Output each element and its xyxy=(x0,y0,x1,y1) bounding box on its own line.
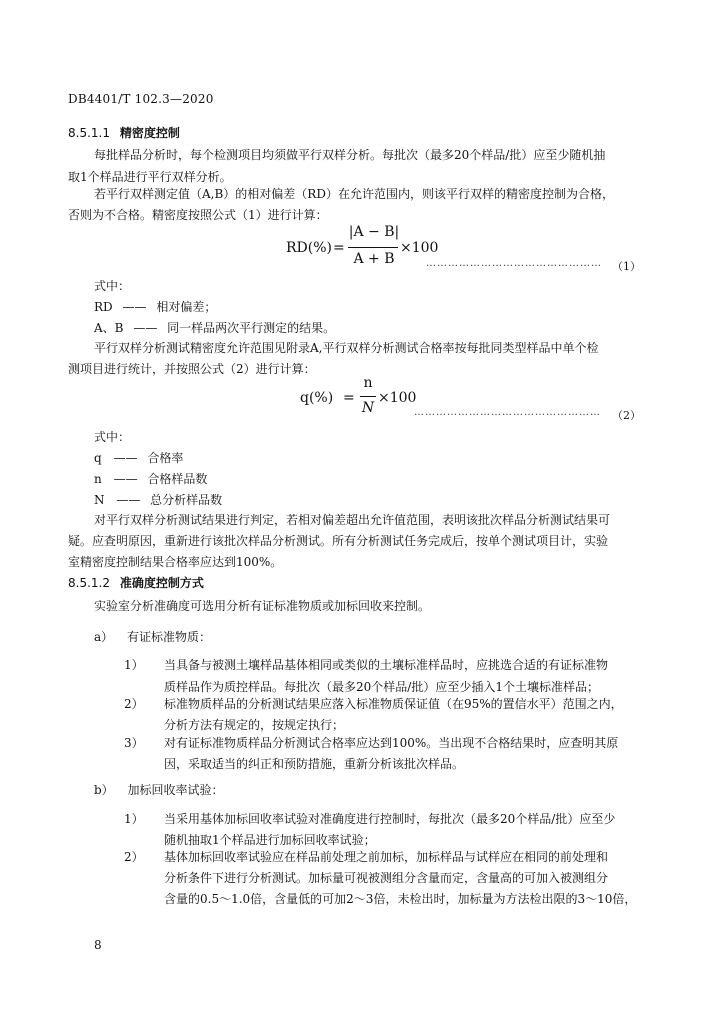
formula-lhs: RD(%) xyxy=(286,240,332,256)
section-number: 8.5.1.2 xyxy=(68,576,110,590)
section-title: 准确度控制方式 xyxy=(119,576,204,590)
sub-item-line: 分析条件下进行分析测试。加标量可视被测组分含量而定，含量高的可加入被测组分 xyxy=(164,871,609,885)
sub-item-line: 质样品作为质控样品。每批次（最多20个样品/批）应至少插入1个土壤标准样品； xyxy=(164,680,599,694)
list-title: 加标回收率试验： xyxy=(127,783,224,797)
page-number: 8 xyxy=(94,938,102,952)
where-item xyxy=(94,468,207,490)
section-heading-8-5-1-2 xyxy=(68,574,204,591)
where-title: 式中： xyxy=(94,279,131,293)
formula-times: ×100 xyxy=(400,240,439,256)
sub-item-line: 分析方法有规定的，按规定执行； xyxy=(164,718,345,732)
dash: —— xyxy=(113,472,138,486)
paragraph-line: 若平行双样测定值（A,B）的相对偏差（RD）在允许范围内，则该平行双样的精密度控制为合格， xyxy=(94,187,614,201)
symbol: N xyxy=(94,493,105,507)
sub-item-line: 当采用基体加标回收率试验对准确度进行控制时，每批次（最多20个样品/批）应至少 xyxy=(164,812,616,826)
where-item xyxy=(94,317,335,339)
document-id: DB4401/T 102.3—2020 xyxy=(68,92,214,106)
sub-item-number: 3） xyxy=(124,736,144,750)
fraction-bar xyxy=(360,396,376,397)
list-item-a xyxy=(94,626,211,648)
formula-leader-dots: ………………………………………… xyxy=(426,258,602,269)
dash: —— xyxy=(116,493,141,507)
formula-lhs: q(%) xyxy=(300,390,334,406)
dash: —— xyxy=(113,451,138,465)
sub-item-number: 2） xyxy=(124,850,144,864)
formula-denominator: N xyxy=(361,400,375,416)
formula-number: （2） xyxy=(612,409,641,422)
list-label: b） xyxy=(94,783,114,797)
formula-numerator: n xyxy=(363,375,373,391)
paragraph-line: 室精密度控制结果合格率应达到100%。 xyxy=(68,555,283,569)
sub-item-number: 1） xyxy=(124,812,144,826)
where-item xyxy=(94,447,183,469)
where-item xyxy=(94,296,216,318)
list-title: 有证标准物质： xyxy=(126,630,211,644)
paragraph-line: 实验室分析准确度可选用分析有证标准物质或加标回收来控制。 xyxy=(94,599,431,613)
formula-numerator: |A − B| xyxy=(348,224,400,240)
symbol: RD xyxy=(94,300,113,314)
where-title: 式中： xyxy=(94,430,131,444)
paragraph-line: 测项目进行统计，并按照公式（2）进行计算： xyxy=(68,362,316,376)
fraction-bar xyxy=(348,247,398,248)
sub-item-line: 标准物质样品的分析测试结果应落入标准物质保证值（在95%的置信水平）范围之内， xyxy=(164,697,623,711)
section-heading-8-5-1-1 xyxy=(68,124,180,141)
description: 合格样品数 xyxy=(147,472,208,486)
symbol: q xyxy=(94,451,102,465)
sub-item-line: 基体加标回收率试验应在样品前处理之前加标，加标样品与试样应在相同的前处理和 xyxy=(164,850,609,864)
sub-item-number: 2） xyxy=(124,697,144,711)
paragraph-line: 否则为不合格。精密度按照公式（1）进行计算： xyxy=(68,208,328,222)
dash: —— xyxy=(133,321,158,335)
dash: —— xyxy=(122,300,147,314)
formula-equals: = xyxy=(343,390,355,406)
formula-equals: = xyxy=(333,240,345,256)
description: 同一样品两次平行测定的结果。 xyxy=(167,321,336,335)
formula-number: （1） xyxy=(612,260,641,273)
sub-item-line: 当具备与被测土壤样品基体相同或类似的土壤标准样品时，应挑选合适的有证标准物 xyxy=(164,658,609,672)
formula-denominator: A + B xyxy=(353,251,395,267)
symbol: A、B xyxy=(94,321,124,335)
paragraph-line: 平行双样分析测试精密度允许范围见附录A,平行双样分析测试合格率按每批同类型样品中单个检 xyxy=(94,341,599,355)
paragraph-line: 每批样品分析时，每个检测项目均须做平行双样分析。每批次（最多20个样品/批）应至少随机抽 xyxy=(94,148,606,162)
sub-item-line: 对有证标准物质样品分析测试合格率应达到100%。当出现不合格结果时，应查明其原 xyxy=(164,736,619,750)
sub-item-line: 因，采取适当的纠正和预防措施，重新分析该批次样品。 xyxy=(164,757,465,771)
sub-item-number: 1） xyxy=(124,658,144,672)
paragraph-line: 疑。应查明原因，重新进行该批次样品分析测试。所有分析测试任务完成后，按单个测试项目计，实验 xyxy=(68,534,609,548)
description: 总分析样品数 xyxy=(150,493,223,507)
formula-leader-dots: …………………………………………… xyxy=(414,407,601,418)
list-item-b xyxy=(94,779,224,801)
paragraph-line: 取1个样品进行平行双样分析。 xyxy=(68,170,232,184)
sub-item-line: 含量的0.5～1.0倍，含量低的可加2～3倍，未检出时，加标量为方法检出限的3～10倍， xyxy=(164,892,637,906)
section-number: 8.5.1.1 xyxy=(68,126,110,140)
paragraph-line: 对平行双样分析测试结果进行判定，若相对偏差超出允许值范围，表明该批次样品分析测试结果可 xyxy=(94,513,611,527)
where-item xyxy=(94,489,222,511)
description: 合格率 xyxy=(147,451,184,465)
description: 相对偏差； xyxy=(156,300,217,314)
sub-item-line: 随机抽取1个样品进行加标回收率试验； xyxy=(164,833,376,847)
symbol: n xyxy=(94,472,102,486)
formula-times: ×100 xyxy=(378,390,417,406)
list-label: a） xyxy=(94,630,114,644)
section-title: 精密度控制 xyxy=(119,126,180,140)
